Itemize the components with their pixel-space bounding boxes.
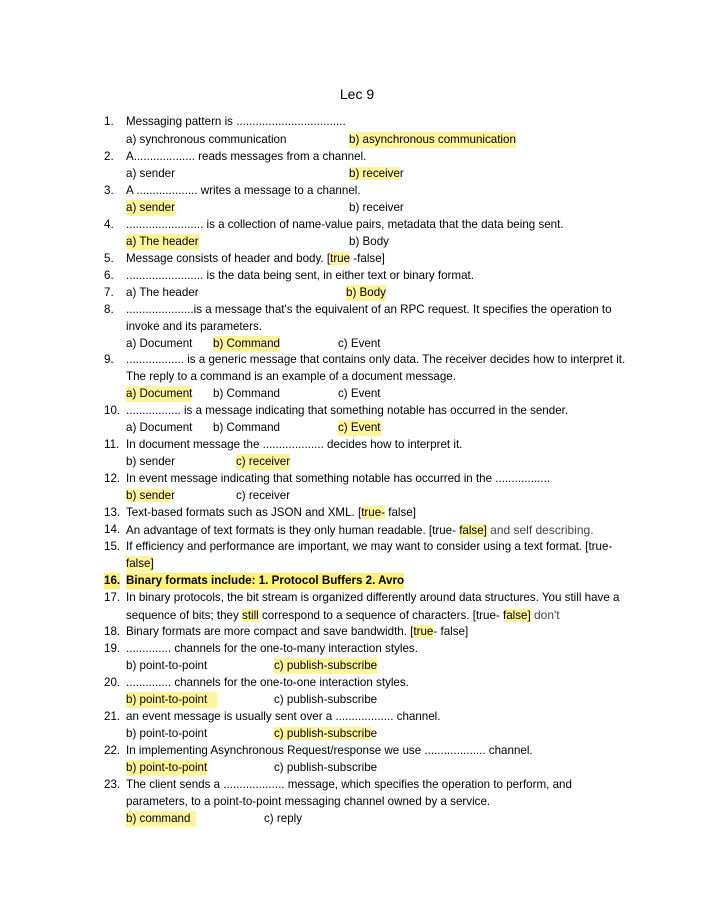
answer-highlight: true <box>330 252 351 265</box>
question-number: 9. <box>104 353 114 366</box>
question-text: In document message the ................... decides how to interpret it. <box>126 438 463 451</box>
text-part: sequence of bits; they <box>126 609 243 622</box>
option-b: b) point-to-point <box>126 727 208 740</box>
answer-highlight: true <box>413 625 434 638</box>
question-number: 19. <box>104 642 121 655</box>
option-c-highlighted: c) publish-subscrib <box>274 727 371 740</box>
option-c: c) publish-subscribe <box>274 761 378 774</box>
question-text: A................... reads messages from a channel. <box>126 150 367 163</box>
question-text: In binary protocols, the bit stream is organized differently around data structures. You still have a <box>126 591 620 604</box>
question-number: 5. <box>104 252 114 265</box>
question-number: 20. <box>104 676 121 689</box>
question-text-cont: The reply to a command is an example of a document message. <box>126 370 456 383</box>
question-text: .............. channels for the one-to-one interaction styles. <box>126 676 409 689</box>
option-a-highlighted: a) sender <box>126 201 175 214</box>
question-text: .................. is a generic message that contains only data. The receiver decides how to interpret it. <box>126 353 626 366</box>
text-part: false] <box>385 506 416 519</box>
option-c: c) Event <box>338 337 381 350</box>
option-a: a) The header <box>126 286 199 299</box>
question-text: ........................ is the data being sent, in either text or binary format. <box>126 269 474 282</box>
option-b-highlighted: b) point-to-point <box>126 692 217 708</box>
option-b-highlighted: b) Body <box>346 286 386 299</box>
option-b-highlighted: b) receive <box>349 167 400 180</box>
question-text: ........................ is a collection of name-value pairs, metadata that the data being sent. <box>126 218 564 231</box>
option-c-rest: e <box>370 727 378 740</box>
question-number: 13. <box>104 506 121 519</box>
question-number: 8. <box>104 303 114 316</box>
option-b: b) Body <box>349 235 389 248</box>
option-a: a) Document <box>126 421 193 434</box>
option-b: b) receiver <box>349 201 404 214</box>
option-b: b) Command <box>213 421 281 434</box>
option-a: a) Document <box>126 337 193 350</box>
question-number: 14. <box>104 523 121 536</box>
option-b-rest: r <box>171 489 175 502</box>
text-part: -false] <box>350 252 385 265</box>
option-b-rest: r <box>399 167 404 180</box>
question-text-cont <box>126 607 560 623</box>
question-text: .....................is a message that's the equivalent of an RPC request. It specifies the operation to <box>126 303 612 316</box>
question-number: 1. <box>104 115 114 128</box>
answer-highlight: true- <box>361 506 386 519</box>
question-text: If efficiency and performance are important, we may want to consider using a text format. [true- <box>126 540 613 553</box>
option-c-highlighted: c) receiver <box>236 455 291 468</box>
text-part: - false] <box>433 625 469 638</box>
option-c-highlighted: c) publish-subscribe <box>274 659 378 672</box>
question-number: 10. <box>104 404 121 417</box>
question-text: ................. is a message indicating that something notable has occurred in the sender. <box>126 404 569 417</box>
question-number: 12. <box>104 472 121 485</box>
option-a-highlighted: a) Document <box>126 387 193 400</box>
question-number: 6. <box>104 269 114 282</box>
question-number: 11. <box>104 438 120 451</box>
option-b-highlighted: b) command <box>126 811 196 827</box>
option-a: a) synchronous communication <box>126 133 287 146</box>
question-text: Messaging pattern is .................................. <box>126 115 346 128</box>
word-highlight: still <box>242 609 259 622</box>
option-c <box>274 726 377 742</box>
question-number: 22. <box>104 744 121 757</box>
question-number: 21. <box>104 710 121 723</box>
option-b-highlighted: b) Command <box>213 337 281 350</box>
question-text: In event message indicating that something notable has occurred in the ................. <box>126 472 551 485</box>
question-text-cont: invoke and its parameters. <box>126 320 262 333</box>
handwritten-note: and self describing. <box>490 523 594 537</box>
question-text: In implementing Asynchronous Request/response we use ................... channel. <box>126 744 533 757</box>
option-b: b) Command <box>213 387 281 400</box>
option-b: b) point-to-point <box>126 659 208 672</box>
question-text <box>126 505 416 521</box>
answer-highlight: false] <box>126 557 154 570</box>
option-c-highlighted: c) Event <box>338 421 381 434</box>
text-part: correspond to a sequence of characters. [true- <box>258 609 504 622</box>
question-number: 4. <box>104 218 114 231</box>
question-text <box>126 522 594 538</box>
question-number: 17. <box>104 591 121 604</box>
option-b: b) sender <box>126 455 175 468</box>
option-b <box>349 166 404 182</box>
text-part: Binary formats are more compact and save bandwidth. [ <box>126 625 414 638</box>
text-part: Message consists of header and body. [ <box>126 252 331 265</box>
handwritten-note: don't <box>533 608 560 622</box>
question-number: 18. <box>104 625 121 638</box>
question-text <box>126 251 385 267</box>
question-number: 23. <box>104 778 121 791</box>
option-c: c) Event <box>338 387 381 400</box>
option-b-highlighted: b) sende <box>126 489 172 502</box>
question-number: 16. <box>104 574 121 587</box>
text-part: An advantage of text formats is they only human readable. [true- <box>126 524 460 537</box>
question-text: .............. channels for the one-to-many interaction styles. <box>126 642 418 655</box>
option-c: c) reply <box>264 812 303 825</box>
question-text: an event message is usually sent over a .................. channel. <box>126 710 441 723</box>
option-a-highlighted: a) The header <box>126 235 199 248</box>
option-c: c) publish-subscribe <box>274 693 378 706</box>
question-number: 7. <box>104 286 114 299</box>
question-text-highlighted: Binary formats include: 1. Protocol Buffers 2. Avro <box>126 574 405 587</box>
option-b-highlighted: b) asynchronous communication <box>349 133 516 146</box>
question-text: A ................... writes a message to a channel. <box>126 184 361 197</box>
question-number: 2. <box>104 150 114 163</box>
answer-highlight: false] <box>503 609 531 622</box>
question-text-cont: parameters, to a point-to-point messaging channel owned by a service. <box>126 795 491 808</box>
option-c: c) receiver <box>236 489 291 502</box>
option-b-highlighted: b) point-to-point <box>126 761 208 774</box>
question-number: 3. <box>104 184 114 197</box>
question-text <box>126 624 468 640</box>
question-text: The client sends a ................... message, which specifies the operation to perform, and <box>126 778 572 791</box>
option-a: a) sender <box>126 167 175 180</box>
answer-highlight: false] <box>459 524 487 537</box>
page-title: Lec 9 <box>339 86 375 102</box>
option-b <box>126 488 175 504</box>
text-part: Text-based formats such as JSON and XML. [ <box>126 506 362 519</box>
question-number: 15. <box>104 540 121 553</box>
